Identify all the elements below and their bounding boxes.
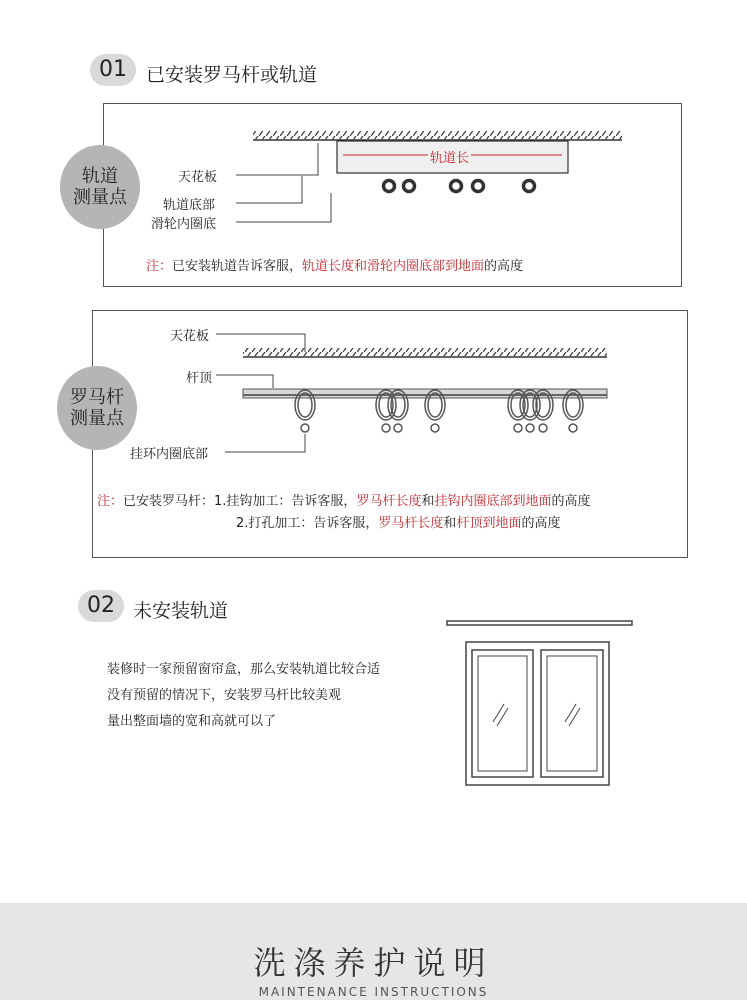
note-text: 的高度 (521, 516, 561, 531)
section1-number-badge: 01 (90, 54, 136, 86)
footer-banner (0, 903, 747, 1000)
paragraph-line: 没有预留的情况下，安装罗马杆比较美观 (107, 688, 342, 703)
circle-line: 罗马杆 (70, 387, 124, 408)
note-text: 1.挂钩加工：告诉客服， (214, 494, 357, 509)
note-text: 2.打孔加工：告诉客服， (236, 516, 379, 531)
label-rod-top: 杆顶 (186, 371, 213, 386)
note-highlight: 杆顶到地面 (456, 516, 522, 531)
label-ceiling: 天花板 (170, 329, 210, 344)
label-track-bottom: 轨道底部 (163, 198, 216, 213)
track-note (146, 255, 523, 274)
note-prefix: 注： (146, 259, 173, 274)
note-text: 和 (421, 494, 435, 509)
note-text: 已安装轨道告诉客服， (172, 259, 303, 274)
paragraph-line: 量出整面墙的宽和高就可以了 (107, 714, 277, 729)
note-highlight: 罗马杆长度 (356, 494, 422, 509)
circle-line: 测量点 (70, 408, 124, 429)
note-text: 的高度 (551, 494, 591, 509)
label-track-length: 轨道长 (428, 147, 471, 166)
section2-number-badge: 02 (78, 590, 124, 622)
label-ceiling: 天花板 (178, 170, 218, 185)
rod-note-line2 (236, 512, 560, 531)
window-illustration (447, 621, 632, 785)
paragraph-line: 装修时一家预留窗帘盒，那么安装轨道比较合适 (107, 662, 381, 677)
rod-measure-badge (57, 366, 137, 450)
note-highlight: 轨道长度和滑轮内圈底部到地面 (302, 259, 485, 274)
section2-title: 未安装轨道 (133, 600, 229, 622)
footer-title: 洗涤养护说明 (253, 944, 494, 982)
section2-paragraph (107, 657, 380, 735)
note-text: 已安装罗马杆： (123, 494, 215, 509)
note-highlight: 挂钩内圈底部到地面 (434, 494, 552, 509)
note-text: 和 (443, 516, 457, 531)
track-measure-badge (60, 145, 140, 229)
note-highlight: 罗马杆长度 (378, 516, 444, 531)
label-pulley-bottom: 滑轮内圈底 (151, 217, 217, 232)
circle-line: 轨道 (82, 166, 118, 187)
label-ring-bottom: 挂环内圈底部 (130, 447, 209, 462)
circle-line: 测量点 (73, 187, 127, 208)
section1-title: 已安装罗马杆或轨道 (146, 64, 318, 86)
rod-note-line1 (97, 490, 591, 509)
footer-subtitle: MAINTENANCE INSTRUCTIONS (258, 985, 489, 999)
note-text: 的高度 (484, 259, 524, 274)
note-prefix: 注： (97, 494, 124, 509)
